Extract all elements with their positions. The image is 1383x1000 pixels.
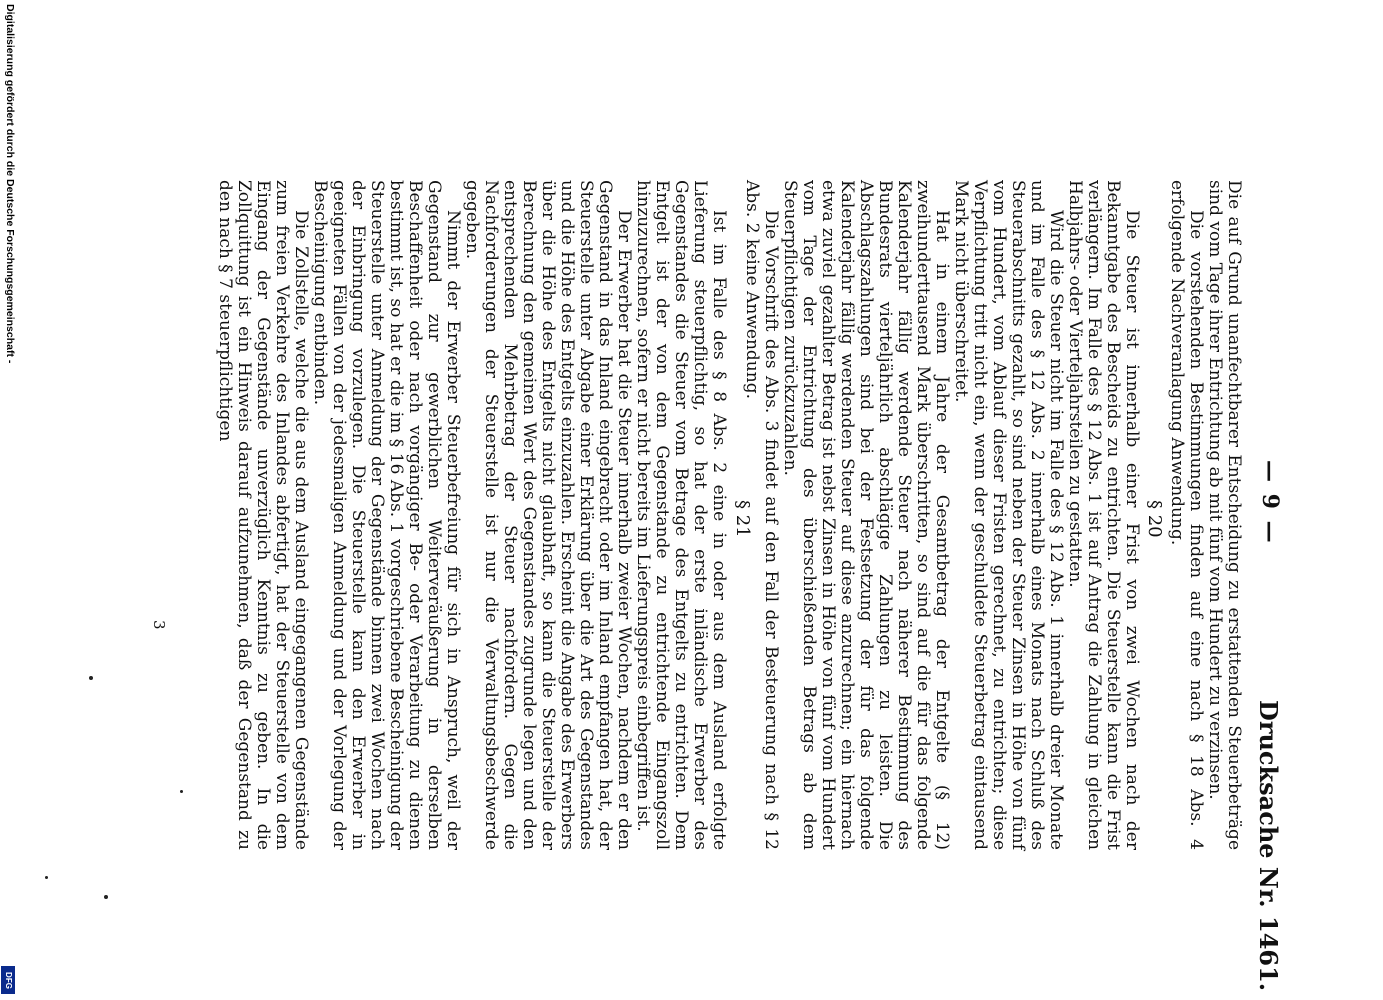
section-20-heading: § 20	[1144, 500, 1165, 538]
section-paragraph: Die Vorschrift des Abs. 3 findet auf den Fall der Besteuerung nach § 12 Abs. 2 keine Anwendung.	[742, 180, 781, 850]
section-20-body	[742, 180, 1141, 850]
section-paragraph: Hat in einem Jahre der Gesamtbetrag der Entgelte (§ 12) zweihunderttausend Mark überschritten, so sind auf die für das folgende Kalenderjahr fällig werdende Steuer nach näherer Bestimmung des Bundesrats vierteljährlich abschlägige Zahlungen zu leisten. Die Abschlagszahlungen sind bei der Festsetzung der für das folgende Kalenderjahr fällig werdenden Steuer auf diese anzurechnen; ein hiernach etwa zuviel gezahlter Betrag ist nebst Zinsen in Höhe von fünf vom Hundert vom Tage der Entrichtung des überschießenden Betrags ab dem Steuerpflichtigen zurückzuzahlen.	[780, 180, 952, 850]
section-paragraph: Der Erwerber hat die Steuer innerhalb zweier Wochen, nachdem er den Gegenstand in das Inland eingebracht oder im Inland empfangen hat, der Steuerstelle unter Abgabe einer Erklärung über die Art des Gegenstandes und die Höhe des Entgelts einzuzahlen. Erscheint die Angabe des Erwerbers über die Höhe des Entgelts nicht glaubhaft, so kann die Steuerstelle der Berechnung den gemeinen Wert des Gegenstandes zugrunde legen und den entsprechenden Mehrbetrag der Steuer nachfordern. Gegen die Nachforderungen der Steuerstelle ist nur die Verwaltungsbeschwerde gegeben.	[462, 180, 634, 850]
signature-mark: 3	[150, 620, 168, 630]
intro-paragraph: Die auf Grund unanfechtbarer Entscheidung zu erstattenden Steuerbeträge sind vom Tage ihrer Entrichtung ab mit fünf vom Hundert zu verzinsen.	[1205, 180, 1244, 850]
digitization-caption	[0, 0, 16, 1000]
scan-speck	[45, 876, 48, 879]
section-paragraph: Ist im Falle des § 8 Abs. 2 eine in oder aus dem Ausland erfolgte Lieferung steuerpflichtig, so hat der erste inländische Erwerber des Gegenstandes die Steuer vom Betrage des Entgelts zu entrichten. Dem Entgelt ist der von dem Gegenstande zu entrichtende Eingangszoll hinzuzurechnen, sofern er nicht bereits im Lieferungspreis einbegriffen ist.	[633, 180, 729, 850]
section-paragraph: Wird die Steuer nicht im Falle des § 12 Abs. 1 innerhalb dreier Monate und im Falle des § 12 Abs. 2 innerhalb eines Monats nach Schluß des Steuerabschnitts gezahlt, so sind neben der Steuer Zinsen in Höhe von fünf vom Hundert, vom Ablauf dieser Fristen gerechnet, zu entrichten; diese Verpflichtung tritt nicht ein, wenn der geschuldete Steuerbetrag eintausend Mark nicht überschreitet.	[951, 180, 1066, 850]
caption-text: Digitalisierung gefördert durch die Deutsche Forschungsgemeinschaft -	[4, 4, 16, 364]
section-paragraph: Die Zollstelle, welche die aus dem Ausland eingegangenen Gegenstände zum freien Verkehre des Inlandes abfertigt, hat der Steuerstelle von dem Eingang der Gegenstände unverzüglich Kenntnis zu geben. In die Zollquittung ist ein Hinweis darauf aufzunehmen, daß der Gegenstand zu den nach § 7 steuerpflichtigen	[215, 180, 311, 850]
scan-speck	[180, 790, 183, 793]
section-paragraph: Nimmt der Erwerber Steuerbefreiung für sich in Anspruch, weil der Gegenstand zur gewerblichen Weiterveräußerung in derselben Beschaffenheit oder nach vorgängiger Be- oder Verarbeitung zu dienen bestimmt ist, so hat er die im § 16 Abs. 1 vorgeschriebene Bescheinigung der Steuerstelle unter Anmeldung der Gegenstände binnen zwei Wochen nach der Einbringung vorzulegen. Die Steuerstelle kann den Erwerber in geeigneten Fällen von der jedesmaligen Anmeldung und der Vorlegung der Bescheinigung entbinden.	[310, 180, 463, 850]
intro-paragraph: Die vorstehenden Bestimmungen finden auf eine nach § 18 Abs. 4 erfolgende Nachveranlagung Anwendung.	[1167, 180, 1206, 850]
section-21-heading: § 21	[732, 500, 753, 538]
scan-speck	[89, 676, 93, 680]
dfg-logo-text: DFG	[3, 971, 13, 989]
intro-block	[1167, 180, 1243, 850]
scan-speck	[104, 895, 108, 899]
section-paragraph: Die Steuer ist innerhalb einer Frist von zwei Wochen nach der Bekanntgabe des Bescheids zu entrichten. Die Steuerstelle kann die Frist verlängern. Im Falle des § 12 Abs. 1 ist auf Antrag die Zahlung in gleichen Halbjahrs- oder Vierteljahrsteilen zu gestatten.	[1065, 180, 1142, 850]
drucksache-number: Drucksache Nr. 1461.	[1254, 700, 1283, 992]
section-21-body	[215, 180, 728, 850]
dfg-logo	[1, 966, 15, 994]
page-number: — 9 —	[1257, 460, 1283, 545]
